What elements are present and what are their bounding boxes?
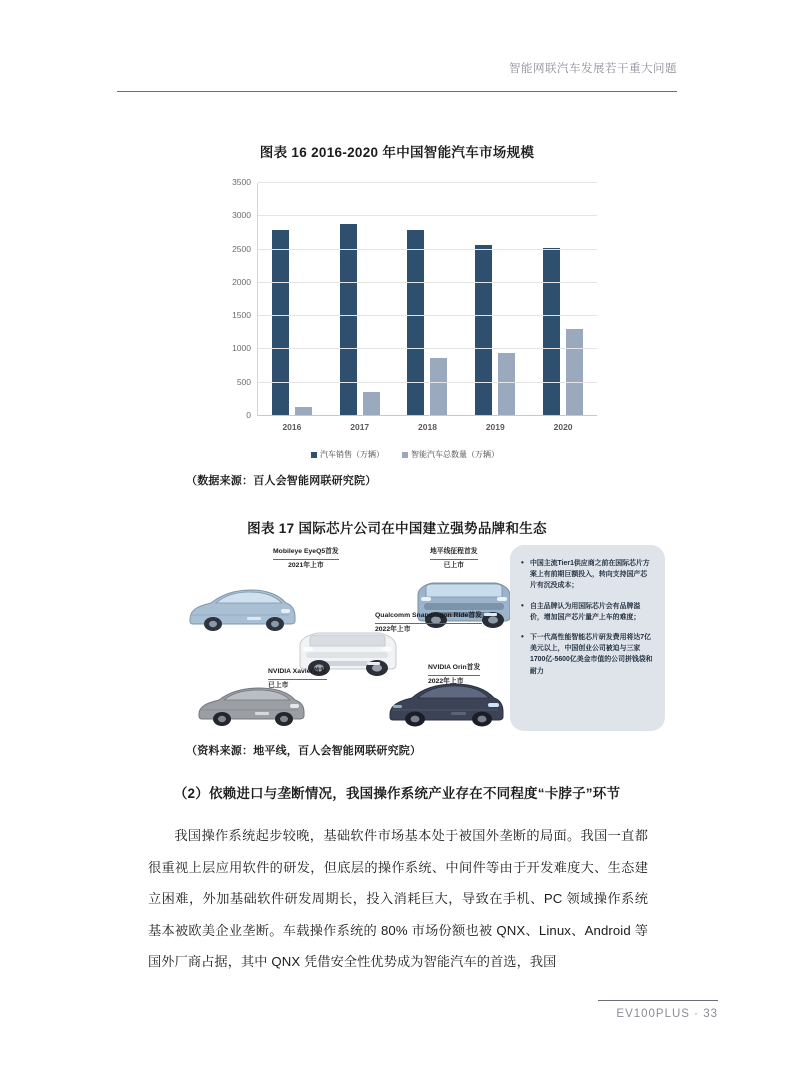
info-bullet-item: • 下一代高性能智能芯片研发费用将达7亿美元以上，中国创业公司被迫与三家1700亿-5600亿美金市值的公司拼钱袋和耐力 bbox=[530, 632, 654, 677]
footer-divider bbox=[598, 1000, 718, 1001]
chart-y-tick-label: 1000 bbox=[232, 343, 251, 354]
chart-y-tick-label: 3500 bbox=[232, 177, 251, 187]
chart-bar bbox=[475, 245, 492, 416]
chart-gridline bbox=[232, 276, 597, 287]
chart-x-tick-label: 2019 bbox=[485, 422, 505, 432]
page-header: 智能网联汽车发展若干重大问题 bbox=[509, 63, 677, 75]
chart-gridline bbox=[246, 410, 597, 420]
figure16-bar-chart bbox=[205, 178, 605, 438]
chart-gridline bbox=[232, 343, 597, 354]
info-bullet-item: • 中国主流Tier1供应商之前在国际芯片方案上有前期巨额投入，转向支持国产芯片有沉没成本； bbox=[530, 558, 654, 592]
chart-legend bbox=[205, 449, 605, 460]
info-bullet-item: • 自主品牌认为用国际芯片会有品牌溢价，增加国产芯片量产上车的难度； bbox=[530, 601, 654, 623]
car-qualcomm-label: Qualcomm Snapdragon Ride首发 2022年上市 bbox=[375, 612, 482, 633]
legend-item-smartcars bbox=[402, 449, 499, 460]
legend-item-sales bbox=[311, 449, 384, 460]
figure17-info-callout bbox=[510, 545, 665, 731]
chart-bar bbox=[407, 230, 424, 416]
chart-y-tick-label: 3000 bbox=[232, 210, 251, 221]
info-bullet-list bbox=[519, 558, 654, 677]
car-horizon-label: 地平线征程首发 已上市 bbox=[430, 548, 478, 569]
chart-bar bbox=[363, 392, 380, 416]
chart-bar bbox=[498, 353, 515, 416]
chart-bar bbox=[430, 358, 447, 416]
chart-y-tick-label: 2500 bbox=[232, 243, 251, 254]
chart-bar bbox=[566, 329, 583, 416]
chart-bar bbox=[340, 224, 357, 416]
chart-bar bbox=[543, 248, 560, 416]
chart-plot-area bbox=[232, 177, 597, 432]
car-nvidia-orin-label: NVIDIA Orin首发 2022年上市 bbox=[428, 664, 481, 685]
car-mobileye-label: Mobileye EyeQ5首发 2021年上市 bbox=[273, 548, 339, 569]
chart-gridline bbox=[236, 376, 597, 387]
chart-gridline bbox=[232, 210, 597, 221]
chart-y-tick-label: 1500 bbox=[232, 310, 251, 321]
chart-x-tick-label: 2017 bbox=[350, 422, 370, 432]
car-nvidia-xavier-label: NVIDIA Xavier首发 已上市 bbox=[268, 668, 327, 689]
chart-x-tick-label: 2016 bbox=[282, 422, 302, 432]
car-mobileye-image bbox=[185, 579, 297, 631]
figure16-title: 图表 16 2016-2020 年中国智能汽车市场规模 bbox=[259, 145, 535, 160]
chart-x-tick-label: 2020 bbox=[553, 422, 573, 432]
section-paragraph: 我国操作系统起步较晚，基础软件市场基本处于被国外垄断的局面。我国一直都很重视上层应用软件的研发，但底层的操作系统、中间件等由于开发难度大、生态建立困难，外加基础软件研发周期长，投入消耗巨大，导致在手机、PC 领域操作系统基本被欧美企业垄断。车载操作系统的 80% 市场份额也被 QNX、Linux、Android 等国外厂商占据，其中 QNX 凭借安全性优势成为智能汽车的首选，我国 bbox=[148, 828, 648, 969]
chart-gridline bbox=[232, 310, 597, 321]
legend-label-sales: 汽车销售（万辆） bbox=[320, 450, 384, 459]
legend-label-smartcars: 智能汽车总数量（万辆） bbox=[411, 450, 499, 459]
section-heading: （2）依赖进口与垄断情况，我国操作系统产业存在不同程度“卡脖子”环节 bbox=[173, 786, 621, 801]
header-divider bbox=[117, 91, 677, 92]
page-footer: EV100PLUS · 33 bbox=[616, 1008, 718, 1020]
figure17-title: 图表 17 国际芯片公司在中国建立强势品牌和生态 bbox=[247, 521, 547, 536]
figure16-source: （数据来源：百人会智能网联研究院） bbox=[186, 475, 377, 487]
chart-gridline bbox=[232, 177, 597, 187]
figure17-source: （资料来源：地平线，百人会智能网联研究院） bbox=[186, 745, 422, 757]
legend-swatch-sales bbox=[311, 452, 317, 458]
chart-bar bbox=[272, 230, 289, 416]
chart-y-tick-label: 500 bbox=[236, 376, 251, 387]
legend-swatch-smartcars bbox=[402, 452, 408, 458]
chart-y-tick-label: 0 bbox=[246, 410, 251, 420]
figure17-diagram bbox=[185, 545, 670, 735]
chart-gridline bbox=[232, 243, 597, 254]
chart-y-tick-label: 2000 bbox=[232, 276, 251, 287]
chart-x-tick-label: 2018 bbox=[418, 422, 437, 432]
